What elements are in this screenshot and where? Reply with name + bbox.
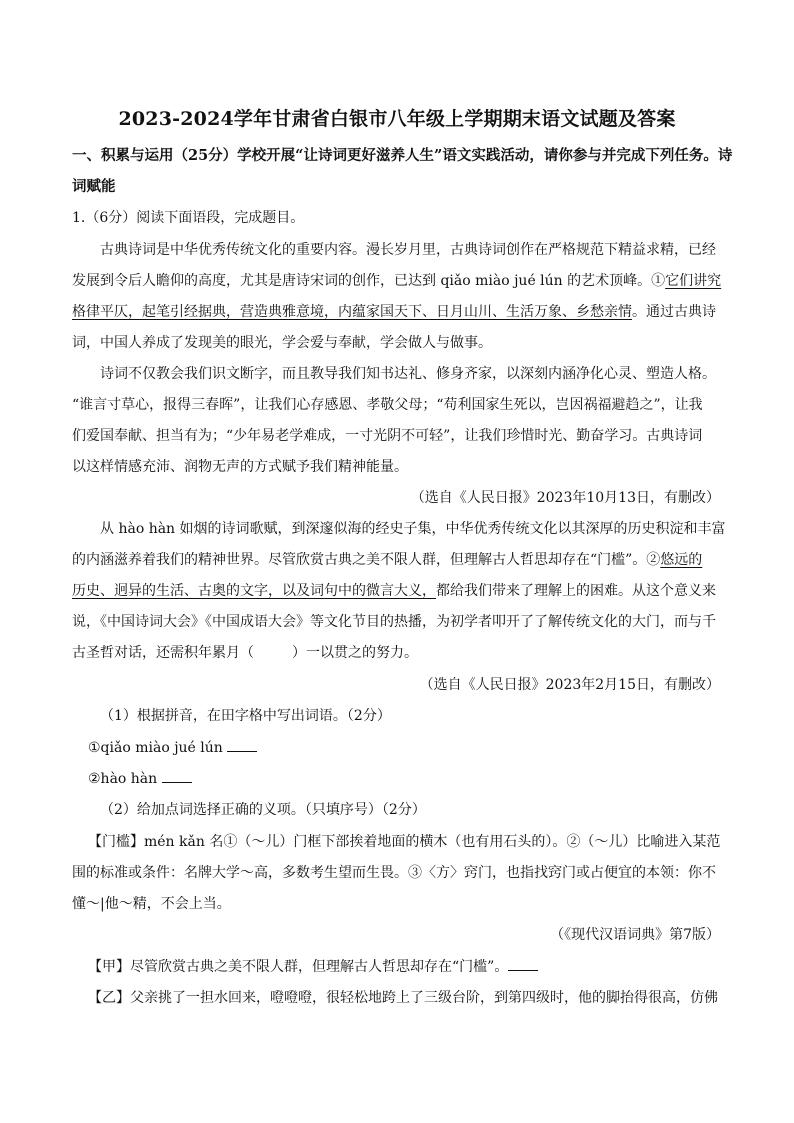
example-jia-text: 【甲】尽管欣赏古典之美不限人群，但理解古人哲思却存在“门槛”。 xyxy=(88,959,509,975)
pinyin-b: ②hào hàn xyxy=(88,771,158,787)
sub-question-1: （1）根据拼音，在田字格中写出词语。（2分） xyxy=(100,708,391,724)
page-title: 2023-2024学年甘肃省白银市八年级上学期期末语文试题及答案 xyxy=(118,108,676,130)
para3-line-5-text-a: 古圣哲对话，还需积年累月（ xyxy=(72,645,254,661)
para3-line-3 xyxy=(72,581,732,601)
section-heading-line-2: 词赋能 xyxy=(72,178,116,195)
source-citation-1: （选自《人民日报》2023年10月13日，有删改） xyxy=(410,490,720,506)
underlined-sentence-1-end: 格律平仄，起笔引经据典，营造典雅意境，内蕴家国天下、日月山川、生活万象、乡愁亲情 xyxy=(72,304,632,320)
sub-question-1-item-a xyxy=(88,738,748,758)
pinyin-a: ①qiǎo miào jué lún xyxy=(88,740,223,756)
underlined-sentence-2-start: 悠远的 xyxy=(660,552,703,568)
para3-line-2 xyxy=(72,550,732,570)
sub-question-1-item-b xyxy=(88,769,748,789)
para1-line-1: 古典诗词是中华优秀传统文化的重要内容。漫长岁月里，古典诗词创作在严格规范下精益求精，已经 xyxy=(100,242,716,258)
source-citation-3: （《现代汉语词典》第7版） xyxy=(550,927,720,943)
para2-line-2: “谁言寸草心，报得三春晖”，让我们心存感恩、孝敬父母；“苟利国家生死以，岂因祸福避趋之”，让我 xyxy=(72,397,703,413)
para3-line-1: 从 hào hàn 如烟的诗词歌赋，到深邃似海的经史子集，中华优秀传统文化以其深厚的历史积淀和丰富 xyxy=(100,521,726,537)
sub-question-2: （2）给加点词选择正确的义项。（只填序号）（2分） xyxy=(100,802,426,818)
underlined-sentence-2-end: 历史、迥异的生活、古奥的文字，以及词句中的微言大义， xyxy=(72,583,436,599)
para1-line-2-text: 发展到令后人瞻仰的高度，尤其是唐诗宋词的创作，已达到 qiǎo miào jué lún 的艺术顶峰。① xyxy=(72,273,666,289)
para3-line-5 xyxy=(72,643,732,663)
para2-line-1: 诗词不仅教会我们识文断字，而且教导我们知书达礼、修身齐家，以深刻内涵净化心灵、塑造人格。 xyxy=(100,366,716,382)
para3-line-3-text: 都给我们带来了理解上的困难。从这个意义来 xyxy=(436,583,716,599)
answer-blank-jia[interactable] xyxy=(508,957,538,971)
para2-line-3: 们爱国奉献、担当有为；“少年易老学难成，一寸光阴不可轻”，让我们珍惜时光、勤奋学习。古典诗词 xyxy=(72,428,703,444)
example-jia xyxy=(88,957,748,977)
example-yi: 【乙】父亲挑了一担水回来，噔噔噔，很轻松地跨上了三级台阶，到第四级时，他的脚抬得很高，仿佛 xyxy=(88,990,718,1006)
para1-line-3 xyxy=(72,302,732,322)
para1-line-4: 词，中国人养成了发现美的眼光，学会爱与奉献，学会做人与做事。 xyxy=(72,335,492,351)
section-heading-line-1: 一、积累与运用（25分）学校开展“让诗词更好滋养人生”语文实践活动，请你参与并完成下列任务。诗 xyxy=(72,147,733,164)
para1-line-2 xyxy=(72,271,732,291)
para1-line-3-text: 。通过古典诗 xyxy=(632,304,716,320)
answer-blank-b[interactable] xyxy=(162,769,192,783)
dictionary-entry-line-1: 【门槛】mén kǎn 名①（～儿）门框下部挨着地面的横木（也有用石头的）。②（～儿）比喻进入某范 xyxy=(88,834,721,850)
para3-line-5-text-b: ）一以贯之的努力。 xyxy=(292,645,418,661)
underlined-sentence-1-start: 它们讲究 xyxy=(665,273,722,289)
dictionary-entry-line-3: 懂～|他～精，不会上当。 xyxy=(72,896,231,912)
dictionary-entry-line-2: 围的标准或条件：名牌大学～高，多数考生望而生畏。③〈方〉窍门，也指找窍门或占便宜的本领：你不 xyxy=(72,865,716,881)
para2-line-4: 以这样情感充沛、润物无声的方式赋予我们精神能量。 xyxy=(72,459,408,475)
para3-line-2-text: 的内涵滋养着我们的精神世界。尽管欣赏古典之美不限人群，但理解古人哲思却存在“门槛”。② xyxy=(72,552,661,568)
para3-line-4: 说，《中国诗词大会》《中国成语大会》等文化节目的热播，为初学者叩开了了解传统文化的大门，而与千 xyxy=(72,614,716,630)
source-citation-2: （选自《人民日报》2023年2月15日，有删改） xyxy=(419,677,720,693)
question-1-header: 1.（6分）阅读下面语段，完成题目。 xyxy=(72,210,305,226)
answer-blank-a[interactable] xyxy=(227,738,257,752)
